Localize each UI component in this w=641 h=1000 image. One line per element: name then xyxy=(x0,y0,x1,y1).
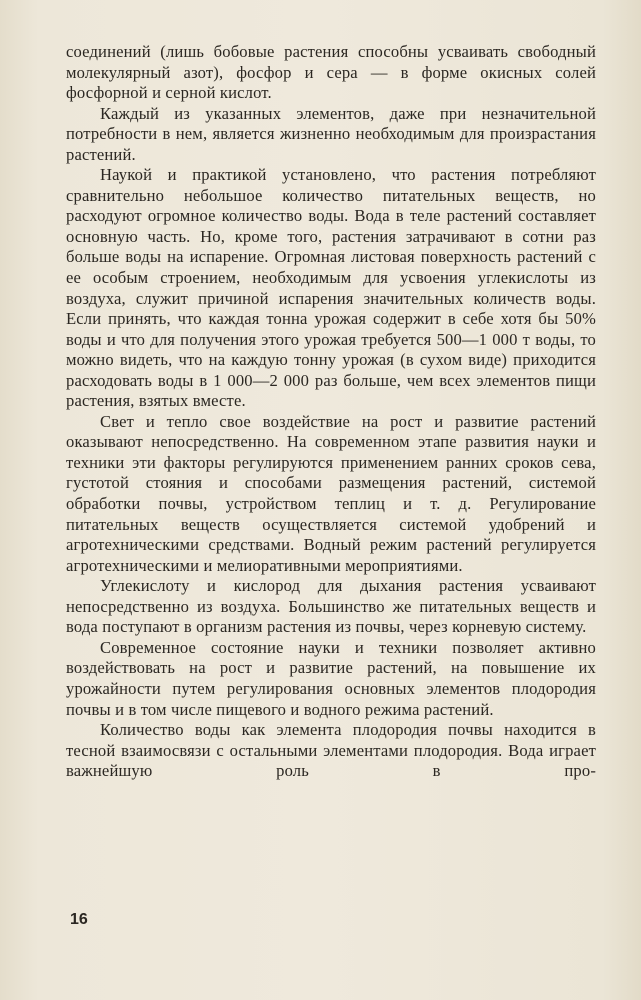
paragraph-light-heat: Свет и тепло свое воздействие на рост и развитие растений оказывают непосредственно. На современном этапе развития науки и техники эти факторы регулируются применением ранних сроков сева, густотой стояния и способами размещения растений, системой обработки почвы, устройством теплиц и т. д. Регулирование питательных веществ осуществляется системой удобрений и агротехническими средствами. Водный режим растений регулируется агротехническими и мелиоративными мероприятиями. xyxy=(66,411,596,575)
paragraph-water-consumption: Наукой и практикой установлено, что растения потребляют сравнительно небольшое количество питательных веществ, но расходуют огромное количество воды. Вода в теле растений составляет основную часть. Но, кроме того, растения затрачивают в сотни раз больше воды на испарение. Огромная листовая поверхность растений с ее особым строением, необходимым для усвоения углекислоты из воздуха, служит причиной испарения значительных количеств воды. Если принять, что каждая тонна урожая содержит в себе хотя бы 50% воды и что для получения этого урожая требуется 500—1 000 т воды, то можно видеть, что на каждую тонну урожая (в сухом виде) приходится расходовать воды в 1 000—2 000 раз больше, чем всех элементов пищи растения, взятых вместе. xyxy=(66,165,596,411)
paragraph-carbon-oxygen: Углекислоту и кислород для дыхания растения усваивают непосредственно из воздуха. Большинство же питательных веществ и вода поступают в организм растения из почвы, через корневую систему. xyxy=(66,576,596,637)
page-number: 16 xyxy=(70,911,88,928)
body-text xyxy=(66,42,596,782)
paragraph-water-fertility: Количество воды как элемента плодородия почвы находится в тесной взаимосвязи с остальными элементами плодородия. Вода играет важнейшую роль в про- xyxy=(66,720,596,781)
paragraph-continuation: соединений (лишь бобовые растения способны усваивать свободный молекулярный азот), фосфор и сера — в форме окисных солей фосфорной и серной кислот. xyxy=(66,42,596,103)
paragraph-elements-necessity: Каждый из указанных элементов, даже при незначительной потребности в нем, является жизненно необходимым для произрастания растений. xyxy=(66,103,596,164)
paragraph-modern-science: Современное состояние науки и техники позволяет активно воздействовать на рост и развитие растений, на повышение их урожайности путем регулирования основных элементов плодородия почвы и в том числе пищевого и водного режима растений. xyxy=(66,637,596,719)
